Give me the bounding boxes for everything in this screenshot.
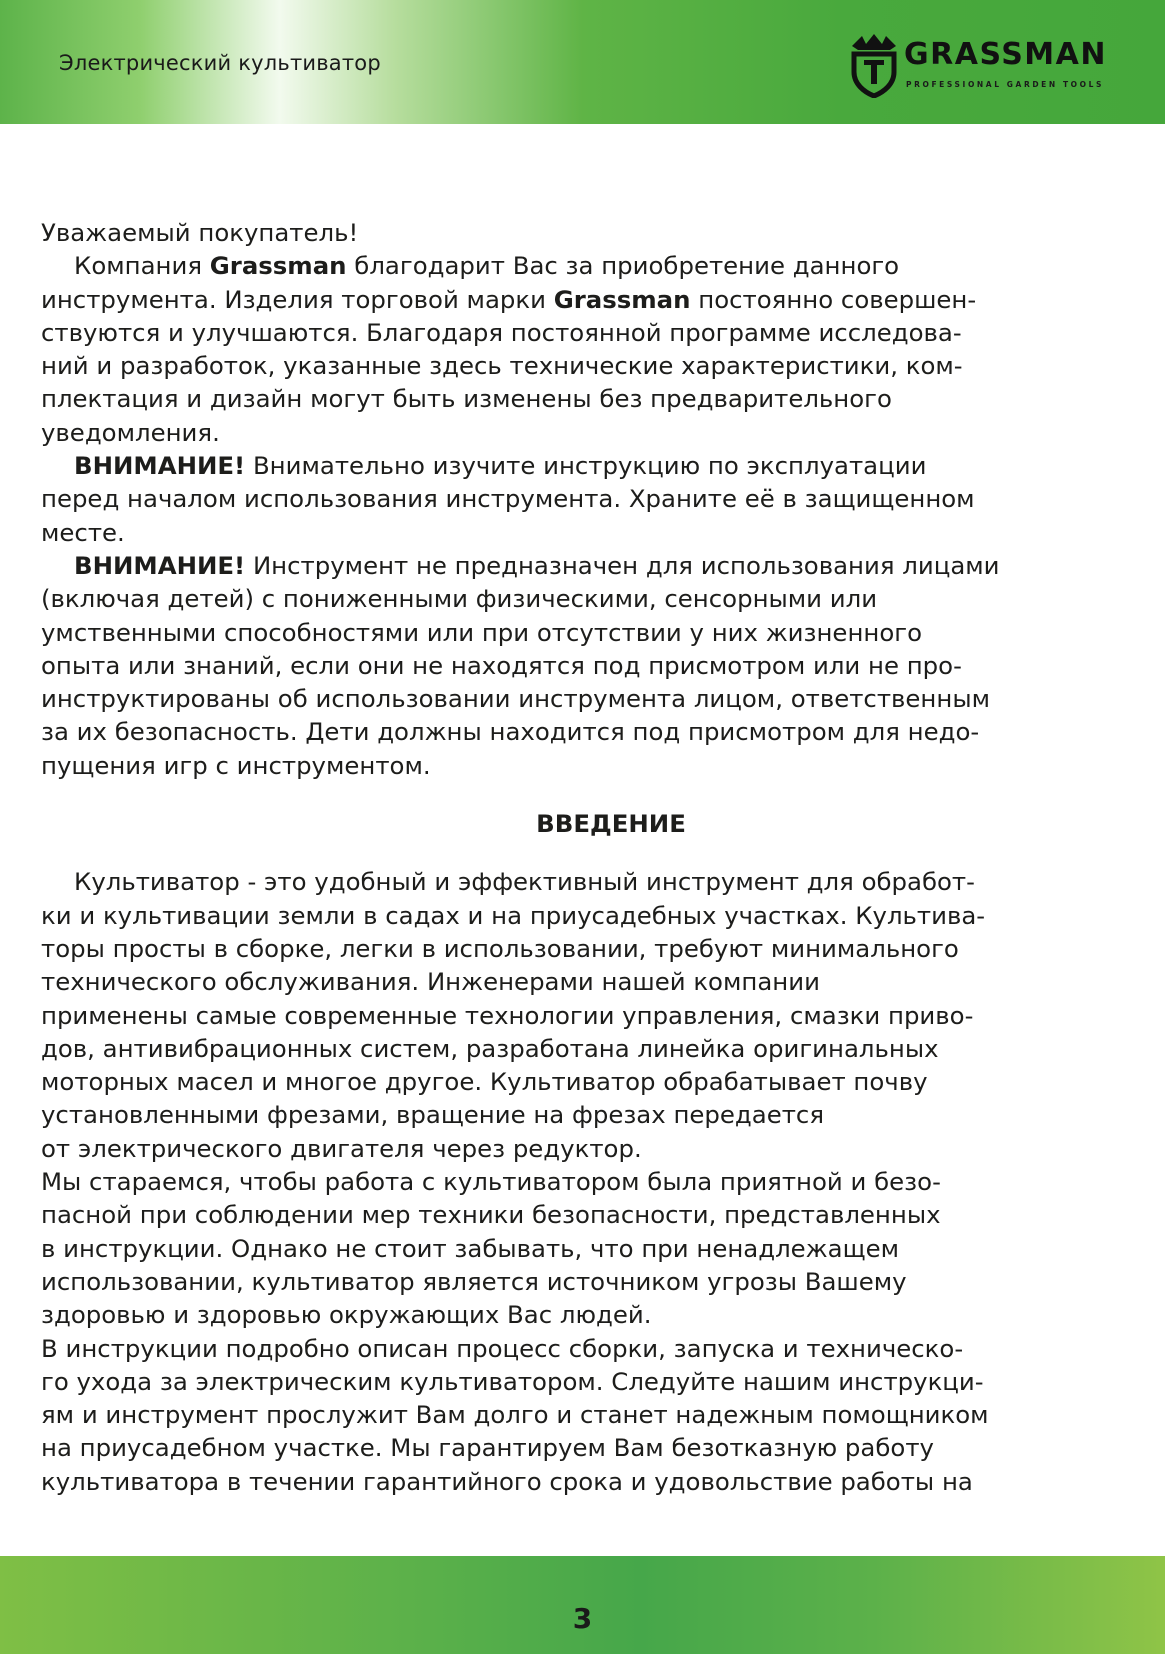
- text-line: В инструкции подробно описан процесс сборки, запуска и техническо-: [41, 1333, 964, 1363]
- text-line: Компания Grassman благодарит Вас за приобретение данного: [74, 251, 900, 281]
- text-line: установленными фрезами, вращение на фрезах передается: [41, 1100, 824, 1130]
- text-line: дов, антивибрационных систем, разработана линейка оригинальных: [41, 1033, 939, 1063]
- text-line: месте.: [41, 517, 125, 547]
- warning-label: ВНИМАНИЕ!: [74, 451, 246, 481]
- text-line: ВНИМАНИЕ! Внимательно изучите инструкцию по эксплуатации: [74, 451, 927, 481]
- brand-name: Grassman: [209, 251, 347, 281]
- main-text: [41, 216, 1131, 1498]
- text-line: ний и разработок, указанные здесь технические характеристики, ком-: [41, 351, 963, 381]
- text-line: инструмента. Изделия торговой марки Grassman постоянно совершен-: [41, 284, 977, 314]
- text-line: торы просты в сборке, легки в использовании, требуют минимального: [41, 933, 959, 963]
- brand-logo: [846, 32, 1116, 98]
- text-line: использовании, культиватор является источником угрозы Вашему: [41, 1266, 907, 1296]
- text-line: опыта или знаний, если они не находятся под присмотром или не про-: [41, 650, 962, 680]
- document-title: Электрический культиватор: [59, 51, 381, 75]
- logo-tagline: PROFESSIONAL GARDEN TOOLS: [906, 80, 1105, 89]
- text-line: Мы стараемся, чтобы работа с культиватором была приятной и безо-: [41, 1167, 941, 1197]
- brand-name: Grassman: [553, 284, 691, 314]
- logo-wordmark: GRASSMAN: [904, 37, 1107, 72]
- text-line: пущения игр с инструментом.: [41, 750, 431, 780]
- text-line: культиватора в течении гарантийного срока и удовольствие работы на: [41, 1466, 973, 1496]
- text-line: уведомления.: [41, 417, 220, 447]
- page-number: 3: [572, 1602, 593, 1635]
- text-line: технического обслуживания. Инженерами нашей компании: [41, 967, 820, 997]
- text-line: умственными способностями или при отсутствии у них жизненного: [41, 617, 922, 647]
- text-line: Культиватор - это удобный и эффективный инструмент для обработ-: [74, 867, 975, 897]
- text-line: в инструкции. Однако не стоит забывать, что при ненадлежащем: [41, 1233, 899, 1263]
- text-line: от электрического двигателя через редуктор.: [41, 1133, 642, 1163]
- crown-shield-icon: [846, 32, 902, 98]
- text-line: инструктированы об использовании инструмента лицом, ответственным: [41, 684, 990, 714]
- text-line: пасной при соблюдении мер техники безопасности, представленных: [41, 1200, 941, 1230]
- text-line: моторных масел и многое другое. Культиватор обрабатывает почву: [41, 1067, 928, 1097]
- warning-label: ВНИМАНИЕ!: [74, 550, 246, 580]
- text-line: на приусадебном участке. Мы гарантируем Вам безотказную работу: [41, 1433, 934, 1463]
- section-heading: ВВЕДЕНИЕ: [536, 809, 686, 839]
- text-line: ВНИМАНИЕ! Инструмент не предназначен для использования лицами: [74, 550, 1000, 580]
- text-line: ки и культивации земли в садах и на приусадебных участках. Культива-: [41, 900, 986, 930]
- text-line: применены самые современные технологии управления, смазки приво-: [41, 1000, 974, 1030]
- text-line: го ухода за электрическим культиватором. Следуйте нашим инструкци-: [41, 1366, 984, 1396]
- greeting: Уважаемый покупатель!: [41, 218, 359, 247]
- text-line: здоровью и здоровью окружающих Вас людей.: [41, 1300, 652, 1330]
- text-line: плектация и дизайн могут быть изменены без предварительного: [41, 384, 892, 414]
- text-line: ям и инструмент прослужит Вам долго и станет надежным помощником: [41, 1400, 989, 1430]
- text-line: (включая детей) с пониженными физическими, сенсорными или: [41, 584, 878, 614]
- page-header: [0, 0, 1165, 124]
- text-line: перед началом использования инструмента. Храните её в защищенном: [41, 484, 975, 514]
- text-line: за их безопасность. Дети должны находится под присмотром для недо-: [41, 717, 980, 747]
- text-line: ствуются и улучшаются. Благодаря постоянной программе исследова-: [41, 317, 962, 347]
